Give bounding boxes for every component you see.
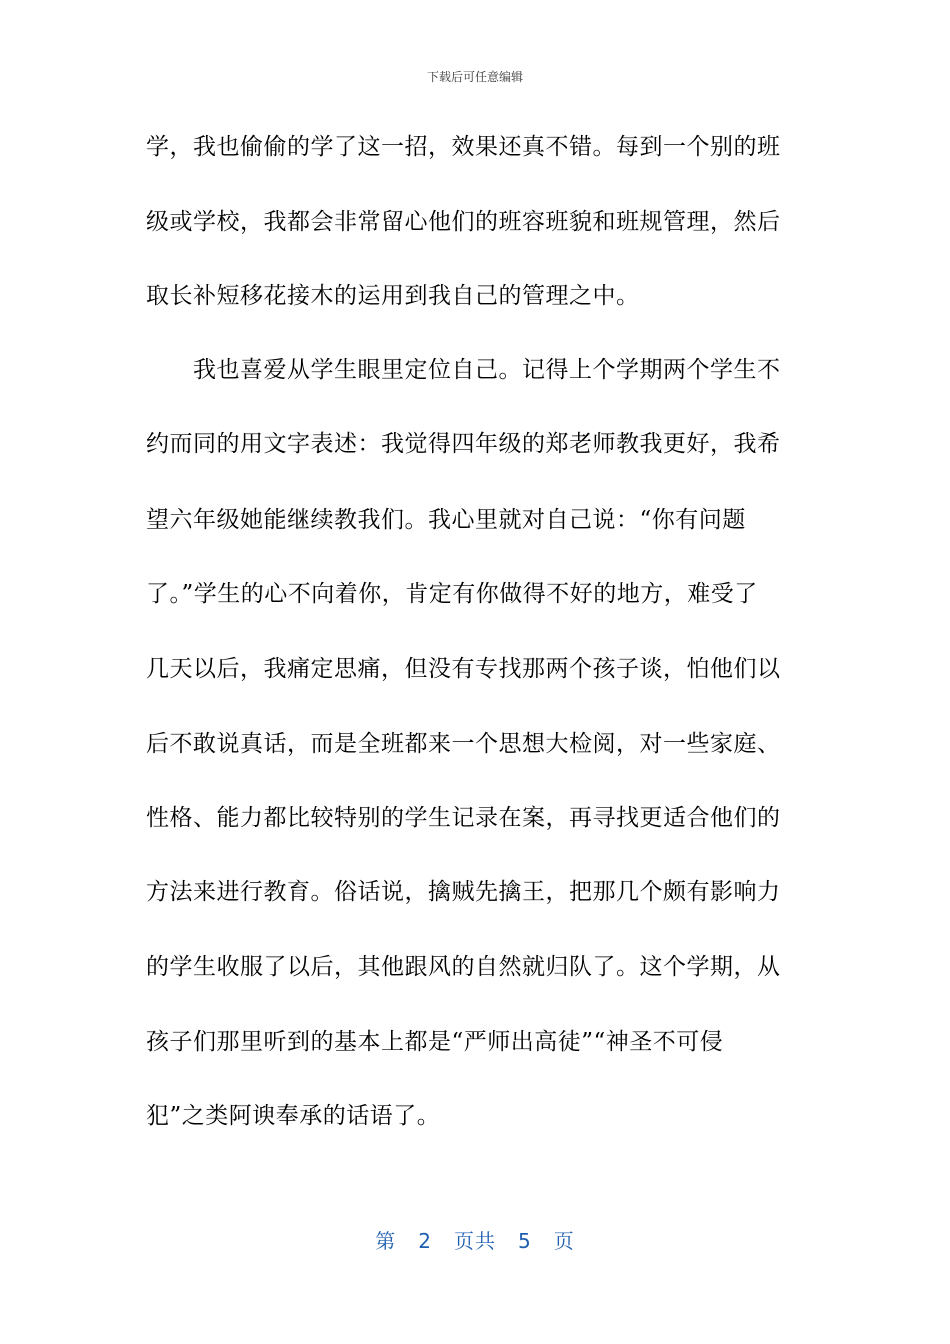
- text-line: 方法来进行教育。俗话说，擒贼先擒王，把那几个颇有影响力: [146, 879, 781, 905]
- footer-prefix: 第: [375, 1229, 397, 1253]
- text-line: 学，我也偷偷的学了这一招，效果还真不错。每到一个别的班: [146, 134, 781, 160]
- text-line: 几天以后，我痛定思痛，但没有专找那两个孩子谈，怕他们以: [146, 656, 781, 682]
- text-line: 孩子们那里听到的基本上都是“严师出高徒”“神圣不可侵: [146, 1029, 724, 1055]
- text-line: 了。”学生的心不向着你，肯定有你做得不好的地方，难受了: [146, 581, 758, 607]
- text-line: 望六年级她能继续教我们。我心里就对自己说：“你有问题: [146, 507, 746, 533]
- footer-middle: 页共: [454, 1229, 496, 1253]
- text-line: 取长补短移花接木的运用到我自己的管理之中。: [146, 283, 640, 309]
- total-page-count: 5: [518, 1229, 532, 1253]
- text-line: 约而同的用文字表述：我觉得四年级的郑老师教我更好，我希: [146, 431, 781, 457]
- text-line: 的学生收服了以后，其他跟风的自然就归队了。这个学期，从: [146, 954, 781, 980]
- footer-suffix: 页: [553, 1229, 575, 1253]
- text-line: 级或学校，我都会非常留心他们的班容班貌和班规管理，然后: [146, 209, 781, 235]
- text-line: 性格、能力都比较特别的学生记录在案，再寻找更适合他们的: [146, 805, 781, 831]
- text-line: 我也喜爱从学生眼里定位自己。记得上个学期两个学生不: [146, 357, 781, 383]
- current-page-number: 2: [418, 1229, 432, 1253]
- header-note: 下载后可任意编辑: [426, 70, 523, 84]
- page-footer: [0, 1225, 950, 1254]
- text-line: 后不敢说真话，而是全班都来一个思想大检阅，对一些家庭、: [146, 731, 781, 757]
- text-line: 犯”之类阿谀奉承的话语了。: [146, 1103, 441, 1129]
